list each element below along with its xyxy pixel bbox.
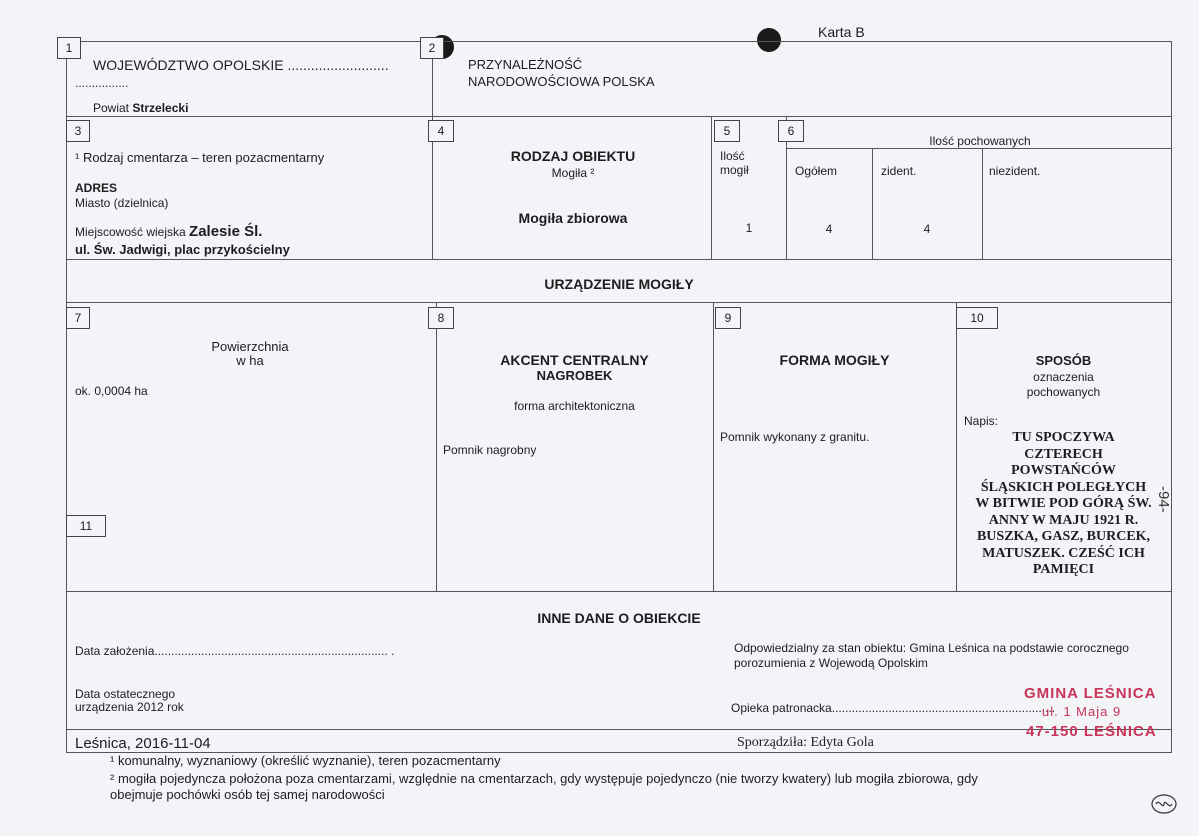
inscription-line: BUSZKA, GASZ, BURCEK, xyxy=(976,529,1151,544)
col-identified: zident. xyxy=(881,164,917,178)
field-number-1: 1 xyxy=(57,37,81,59)
founding-date: Data założenia...................................................................... . xyxy=(75,644,395,658)
col-total: Ogółem xyxy=(795,164,838,178)
final-setup-line2: urządzenia 2012 rok xyxy=(75,700,184,714)
nationality-line1: PRZYNALEŻNOŚĆ xyxy=(468,57,583,72)
field-number-3: 3 xyxy=(66,120,90,142)
method-sub xyxy=(956,370,1171,400)
accent-value: Pomnik nagrobny xyxy=(443,443,537,457)
method-sub1: oznaczenia xyxy=(1033,370,1094,384)
object-type-label: RODZAJ OBIEKTU xyxy=(510,148,636,164)
nationality-line2: NARODOWOŚCIOWA POLSKA xyxy=(468,74,655,89)
col-unidentified: niezident. xyxy=(989,164,1041,178)
final-setup xyxy=(75,688,184,714)
inscription-label: Napis: xyxy=(964,414,999,428)
area-label1: Powierzchnia xyxy=(211,339,289,354)
accent-form: forma architektoniczna xyxy=(514,399,635,413)
field-number-5: 5 xyxy=(714,120,740,142)
stamp-line3: 47-150 LEŚNICA xyxy=(1026,723,1157,740)
field-number-7: 7 xyxy=(66,307,90,329)
field-number-9: 9 xyxy=(715,307,741,329)
grave-form-value: Pomnik wykonany z granitu. xyxy=(720,430,870,444)
accent-label: AKCENT CENTRALNY xyxy=(500,352,649,368)
other-title: INNE DANE O OBIEKCIE xyxy=(537,610,701,626)
final-setup-line1: Data ostatecznego xyxy=(75,687,176,701)
footnote-1: ¹ komunalny, wyznaniowy (określić wyznanie), teren pozacmentarny xyxy=(110,753,501,768)
accent-sub: NAGROBEK xyxy=(536,368,613,383)
buried-label: Ilość pochowanych xyxy=(929,134,1031,148)
total-value: 4 xyxy=(825,222,833,236)
voivodeship-dots: ................ xyxy=(75,76,129,90)
inscription-line: POWSTAŃCÓW xyxy=(1011,463,1116,478)
address-label: ADRES xyxy=(75,181,118,195)
responsible-line1: Odpowiedzialny za stan obiektu: Gmina Leśnica na podstawie corocznego xyxy=(734,641,1129,655)
area-value: ok. 0,0004 ha xyxy=(75,384,148,398)
inscription-line: ANNY W MAJU 1921 R. xyxy=(988,512,1139,528)
village-value: Zalesie Śl. xyxy=(189,223,263,240)
grave-form-label: FORMA MOGIŁY xyxy=(779,352,890,368)
punch-hole-right xyxy=(757,28,781,52)
graves-count-value: 1 xyxy=(745,221,753,235)
area-label xyxy=(180,340,320,368)
footnote-2-line1: ² mogiła pojedyncza położona poza cmentarzami, względnie na cmentarzach, gdy występuje pojedynczo (nie tworzy kwatery) lub mogiła zbiorowa, gdy xyxy=(110,771,978,786)
nationality xyxy=(468,56,655,90)
footnote-2-line2: obejmuje pochówki osób tej samej narodowości xyxy=(110,787,385,802)
inscription xyxy=(956,430,1171,579)
street-value: ul. Św. Jadwigi, plac przykościelny xyxy=(75,242,290,257)
powiat xyxy=(93,101,188,115)
area-label2: w ha xyxy=(236,353,264,368)
inscription-line: TU SPOCZYWA xyxy=(1012,430,1115,445)
village xyxy=(75,223,262,240)
field-number-6: 6 xyxy=(778,120,804,142)
graves-count-label xyxy=(720,149,749,177)
method-label: SPOSÓB xyxy=(1035,353,1092,368)
object-type-value: Mogiła zbiorowa xyxy=(518,210,628,226)
patronage: Opieka patronacka................................................................... xyxy=(731,701,1056,715)
field-number-4: 4 xyxy=(428,120,454,142)
cemetery-type: ¹ Rodzaj cmentarza – teren pozacmentarny xyxy=(75,150,325,165)
inscription-line: W BITWIE POD GÓRĄ ŚW. xyxy=(975,496,1152,511)
powiat-value: Strzelecki xyxy=(132,101,189,115)
stamp-line2: ul. 1 Maja 9 xyxy=(1042,704,1122,719)
powiat-label: Powiat xyxy=(93,101,130,115)
field-number-10: 10 xyxy=(956,307,998,329)
field-number-11: 11 xyxy=(66,515,106,537)
responsible-line2: porozumienia z Wojewodą Opolskim xyxy=(734,656,928,670)
footnote-2 xyxy=(110,771,978,803)
card-label: Karta B xyxy=(818,24,865,40)
place-date: Leśnica, 2016-11-04 xyxy=(75,735,211,752)
identified-value: 4 xyxy=(923,222,931,236)
corner-loop-mark xyxy=(1151,794,1177,817)
responsible xyxy=(734,641,1129,671)
stamp-line1: GMINA LEŚNICA xyxy=(1024,685,1157,702)
inscription-line: ŚLĄSKICH POLEGŁYCH xyxy=(980,479,1147,495)
method-sub2: pochowanych xyxy=(1026,385,1101,399)
graves-count-label1: Ilość xyxy=(720,149,745,163)
margin-note: -94- xyxy=(1155,486,1172,513)
section-title: URZĄDZENIE MOGIŁY xyxy=(544,276,694,292)
city-label: Miasto (dzielnica) xyxy=(75,196,169,210)
inscription-line: MATUSZEK. CZEŚĆ ICH xyxy=(982,545,1145,561)
field-number-8: 8 xyxy=(428,307,454,329)
inscription-line: CZTERECH xyxy=(1024,446,1103,462)
graves-count-label2: mogił xyxy=(720,163,749,177)
inscription-line: PAMIĘCI xyxy=(1032,562,1095,577)
field-number-2: 2 xyxy=(420,37,444,59)
voivodeship: WOJEWÓDZTWO OPOLSKIE .......................... xyxy=(93,57,389,73)
prepared-by: Sporządziła: Edyta Gola xyxy=(737,735,874,750)
frame-left xyxy=(66,41,67,752)
village-label: Miejscowość wiejska xyxy=(75,225,186,239)
object-type-sub: Mogiła ² xyxy=(551,166,595,180)
